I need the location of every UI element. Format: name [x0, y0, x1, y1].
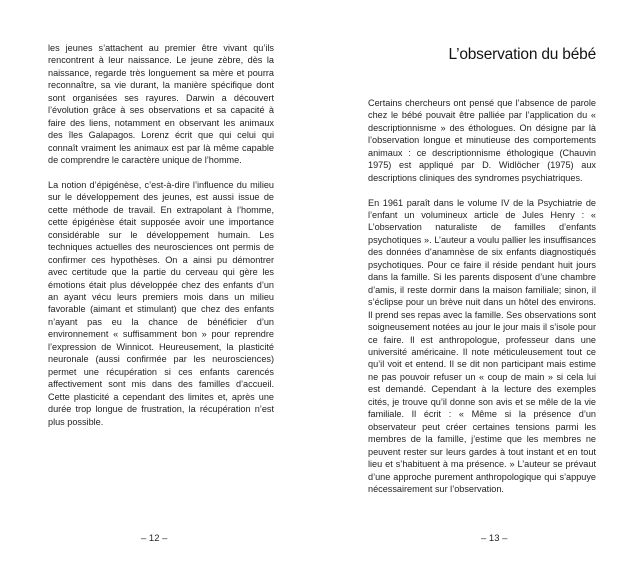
left-paragraph-1: les jeunes s’attachent au premier être vivant qu’ils rencontrent à leur naissance. Le jeune zèbre, dès la naissance, regarde très longuement sa mère et pourra reconnaître, sa vie durant, la manière spécifique dont sont organisées ses rayures. Darwin a découvert l’évolution grâce à ses observations et sa capacité à faire des liens, notamment en observant les animaux des îles Galapagos. Lorenz écrit que qui celui qui connaît vraiment les animaux est par là même capable de comprendre le caractère unique de l’homme.: [48, 43, 274, 166]
page-number-left: – 12 –: [141, 533, 168, 544]
right-page: [319, 0, 638, 575]
right-paragraph-1: Certains chercheurs ont pensé que l’absence de parole chez le bébé pouvait être palliée par l’application du « descriptionnisme » des éthologues. On désigne par là l’observation longue et minutieuse des comportements animaux : ce descriptionnisme éthologique (Chauvin 1975) est appliqué par D. Widlöcher (1975) aux descriptions cliniques des syndromes psychiatriques.: [368, 98, 596, 183]
right-paragraph-2: En 1961 paraît dans le volume IV de la Psychiatrie de l’enfant un volumineux article de Jules Henry : « L’observation naturaliste de familles d’enfants psychotiques ». L’auteur a voulu pallier les insuffisances des données d’anamnèse de six enfants diagnostiqués psychotiques. Pour ce faire il réside pendant huit jours dans la famille. Si les parents disposent d’une chambre d’amis, il reste dormir dans la maison familiale; sinon, il s’éclipse pour un brève nuit dans un hôtel des environs. Il prend ses repas avec la famille. Ses observations sont soigneusement notées au jour le jour mais il s’isole pour ce faire. Il est anthropologue, professeur dans une université américaine. Il note méticuleusement tout ce qu’il voit et entend. Il se dit non participant mais estime ne pas pouvoir refuser un « coup de main » si cela lui est demandé. Cependant à la lecture des exemples cités, je trouve qu’il donne son avis et se mêle de la vie familiale. Il écrit : « Même si la présence d’un observateur peut créer certaines tensions parmi les membres de la famille, j’estime que les membres ne peuvent rester sur leurs gardes à tout instant et en tout lieu et s’habituent à ma présence. » L’auteur se prévaut d’une approche purement anthropologique qui s’appuye nécessairement sur l’observation.: [368, 197, 596, 494]
left-paragraph-2: La notion d’épigénèse, c’est-à-dire l’influence du milieu sur le développement des jeunes, est aussi issue de cette méthode de travail. En extrapolant à l’homme, cette épigénèse était supposée avoir une importance considérable sur le développement humain. Les techniques actuelles des neurosciences ont permis de confirmer ces hypothèses. On a ainsi pu démontrer avec certitude que la partie du cerveau qui gère les émotions était plus développée chez des enfants d’un an ayant vécu leurs premiers mois dans un milieu favorable (aimant et stimulant) que chez des enfants n’ayant pas eu la chance de bénéficier d’un environnement « suffisamment bon » pour reprendre l’expression de Winnicot. Heureusement, la plasticité neuronale (aussi confirmée par les neurosciences) permet une récupération si ces enfants carencés affectivement sont mis dans des familles d’accueil. Cette plasticité a cependant des limites et, après une durée trop longue de frustration, la récupération n’est plus possible.: [48, 179, 274, 427]
chapter-title: L’observation du bébé: [448, 46, 596, 63]
left-page-body: [48, 42, 274, 428]
right-page-body: [368, 97, 596, 495]
page-number-right: – 13 –: [481, 533, 508, 544]
